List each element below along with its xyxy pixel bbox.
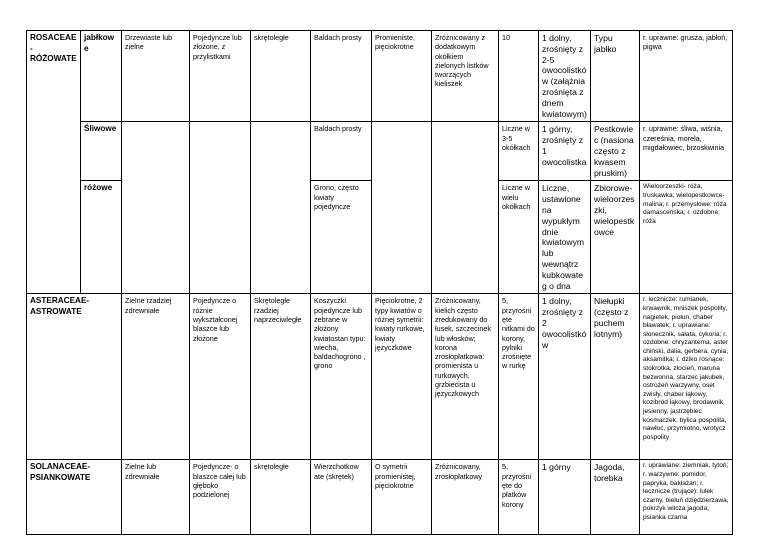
table-row [27,181,733,294]
perianth-cell [432,122,499,181]
stamens-cell: Liczne w 3-5 okółkach [499,122,539,181]
habit-cell: Zielne rzadziej zdrewniałe [122,294,190,460]
family-cell: SOLANACEAE-PSIANKOWATE [27,460,122,535]
habit-cell [122,122,190,181]
habit-cell [122,181,190,294]
inflorescence-cell: Baldach prosty [311,122,372,181]
fruit-cell: Typu jabłko [591,31,640,122]
habit-cell: Zielne lub zdrewniałe [122,460,190,535]
leaves-cell [190,181,251,294]
inflorescence-cell: Grono, często kwiaty pojedyncze [311,181,372,294]
subfamily-cell: jabłkowe [81,31,122,122]
leaves-cell: Pojedyncze o różnie wykształconej blaszce lub złożone [190,294,251,460]
ovary-cell: 1 dolny, zrośnięty z 2-5 owocolistków (załążnia zrośnięta z dnem kwiatowym) [539,31,591,122]
fruit-cell: Pestkowiec (nasiona często z kwasem pruskim) [591,122,640,181]
subfamily-cell: Śliwowe [81,122,122,181]
symmetry-cell: O symetrii promienistej, pięciokrotne [372,460,432,535]
arrangement-cell: skrętoległe [251,460,311,535]
inflorescence-cell: Wierzchotkow ate (skrętek) [311,460,372,535]
inflorescence-cell: Koszyczki pojedyncze lub zebrane w złożony kwiatostan typu: wiecha, baldachogrono , grono [311,294,372,460]
perianth-cell [432,181,499,294]
symmetry-cell [372,181,432,294]
fruit-cell: Niełupki (często z puchem lotnym) [591,294,640,460]
arrangement-cell: Skrętoległe rzadziej naprzeciwległe [251,294,311,460]
fruit-cell: Jagoda, torebka [591,460,640,535]
leaves-cell [190,122,251,181]
stamens-cell: 10 [499,31,539,122]
symmetry-cell: Pięciokrotne, 2 typy kwiatów o różnej symetrii: kwiaty rurkowe, kwiaty języczkowe [372,294,432,460]
stamens-cell: Liczne w wielu okółkach [499,181,539,294]
examples-cell: Wieloorzeszki- róża, truskawka; wielopestkowce- malina; r. przemysłowe: róża damasceńska; r. ozdobne: róża [640,181,733,294]
examples-cell: r. lecznicze: rumianek, krwawnik, mniszek pospolity, nagietek, piołun, chaber bławatek; r. uprawiane: słonecznik, sałata, cykoria; r. ozdobne: chryzantema, aster chiński, dalia, gerbera, cynia, aksamitka; r. dziko rosnące: stokrotka, złocień, maruna bezwonna, starzec jakubek, ostrożeń warzywny, oset zwisły, chaber łąkowy, kozibród łąkowy, brodawnik jesienny, jastrzębiec kosmaczek, bylica pospolita, nawłoć, przymiotno, wrotycz pospolity [640,294,733,460]
perianth-cell: Zróżnicowany, kielich często zredukowany do łusek, szczecinek lub włosków; korona zrosłopłatkowa: promienista u rurkowych, grzbiecista u języczkowych [432,294,499,460]
ovary-cell: Liczne, ustawione na wypukłym dnie kwiatowym lub wewnątrz kubkowateg o dna [539,181,591,294]
examples-cell: r. uprawne: grusza, jabłoń, pigwa [640,31,733,122]
symmetry-cell [372,122,432,181]
family-cell: ROSACEAE-RÓŻOWATE [27,31,81,294]
perianth-cell: Zróżnicowany z dodatkowym okółkiem zielonych listków tworzących kieliszek [432,31,499,122]
table-row [27,31,733,122]
family-cell: ASTERACEAE-ASTROWATE [27,294,122,460]
inflorescence-cell: Baldach prosty [311,31,372,122]
ovary-cell: 1 górny [539,460,591,535]
stamens-cell: 5, przyrośnięte nitkami do korony, pylniki zrośnięte w rurkę [499,294,539,460]
arrangement-cell [251,122,311,181]
habit-cell: Drzewiaste lub zielne [122,31,190,122]
examples-cell: r. uprawne: śliwa, wiśnia, czereśnia, morela, migdałowiec, brzoskwinia [640,122,733,181]
leaves-cell: Pojedyncze- o blaszce całej lub głęboko podzielonej [190,460,251,535]
perianth-cell: Zróżnicowany, zrosłopłatkowy [432,460,499,535]
subfamily-cell: różowe [81,181,122,294]
botany-table [26,30,733,535]
examples-cell: r. uprawiane: ziemniak, tytoń; r. warzywne: pomidor, papryka, bakłażan; r. lecznicze (trujące): lulek czarny, bieluń dziędzierzawa, pokrzyk wilcza jagoda, psianka czarna [640,460,733,535]
table-row [27,294,733,460]
ovary-cell: 1 dolny, zrośnięty z 2 owocolistków [539,294,591,460]
leaves-cell: Pojedyncze lub złożone, z przylistkami [190,31,251,122]
ovary-cell: 1 górny, zrośnięty z 1 owocolistka [539,122,591,181]
table-row [27,460,733,535]
table-row [27,122,733,181]
fruit-cell: Zbiorowe- wieloorzeszki, wielopestkowce [591,181,640,294]
stamens-cell: 5, przyrośnięte do płatków korony [499,460,539,535]
arrangement-cell: skrętoległe [251,31,311,122]
arrangement-cell [251,181,311,294]
symmetry-cell: Promieniste, pięciokrotne [372,31,432,122]
